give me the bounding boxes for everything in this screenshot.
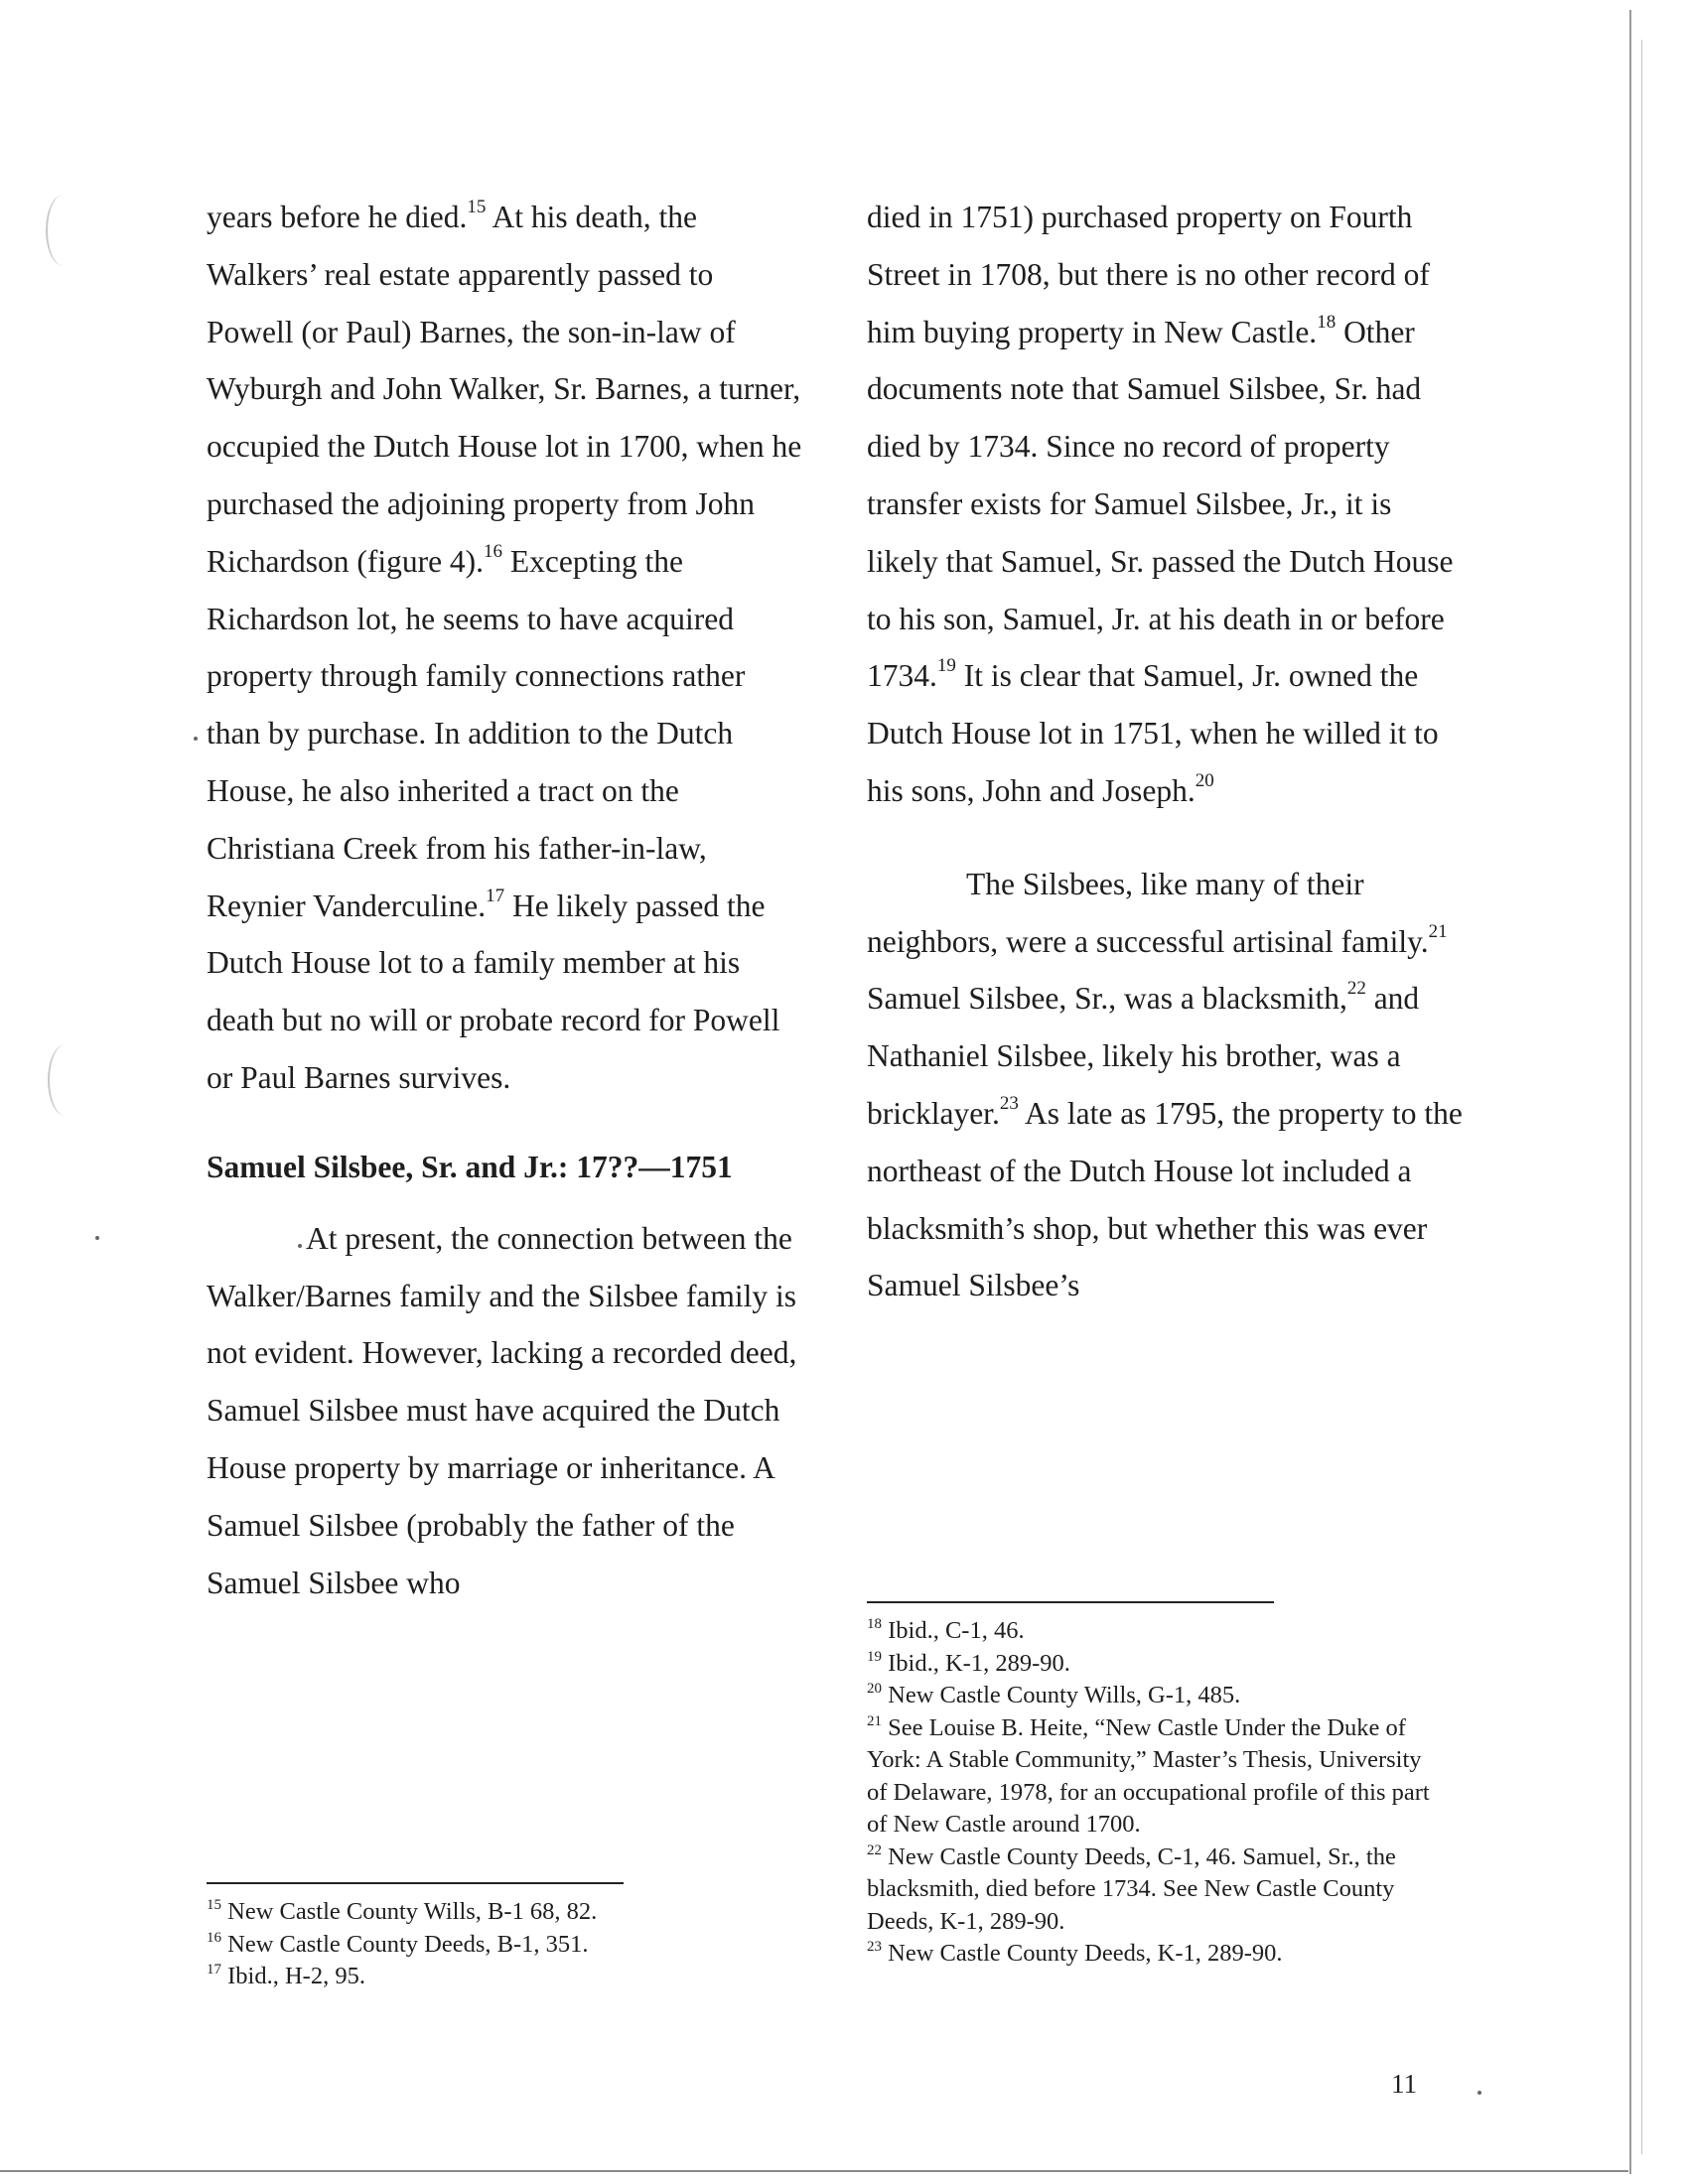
footnote-text: Ibid., C-1, 46. bbox=[888, 1617, 1025, 1644]
footnote-ref: 22 bbox=[1346, 978, 1366, 1000]
footnote-number: 21 bbox=[867, 1712, 882, 1729]
footnote-16 bbox=[207, 1929, 782, 1962]
footnote-text: Ibid., K-1, 289-90. bbox=[888, 1649, 1070, 1677]
paragraph-gap bbox=[867, 820, 1463, 856]
paragraph-barnes bbox=[207, 189, 802, 1107]
text-run: Samuel Silsbee, Sr., was a blacksmith, bbox=[867, 981, 1347, 1017]
page-number: 11 bbox=[1391, 2069, 1417, 2099]
footnote-18 bbox=[867, 1615, 1443, 1648]
scan-speck bbox=[298, 1244, 302, 1248]
footnote-ref: 23 bbox=[999, 1092, 1019, 1114]
text-run: The Silsbees, like many of their neighbors, were a successful artisinal family. bbox=[867, 866, 1429, 959]
scan-speck bbox=[95, 1236, 99, 1240]
right-column bbox=[867, 189, 1463, 1314]
text-run: It is clear that Samuel, Jr. owned the Dutch House lot in 1751, when he willed it to his sons, John and Joseph. bbox=[867, 658, 1439, 808]
footnote-22 bbox=[867, 1842, 1443, 1939]
footnote-number: 15 bbox=[207, 1897, 221, 1913]
footnote-number: 16 bbox=[207, 1929, 221, 1946]
footnote-number: 17 bbox=[207, 1962, 221, 1978]
footnote-number: 20 bbox=[867, 1681, 882, 1697]
scan-margin-mark bbox=[46, 195, 81, 266]
text-run: At his death, the Walkers’ real estate apparently passed to Powell (or Paul) Barnes, the son-in-law of Wyburgh and John Walker, Sr. Barnes, a turner, occupied the Dutch House lot in 1700, when he purchased the adjoining property from John Richardson (figure 4). bbox=[207, 200, 802, 579]
footnote-ref: 17 bbox=[486, 885, 505, 906]
text-run: and Nathaniel Silsbee, likely his brother, was a bricklayer. bbox=[867, 981, 1420, 1131]
footnote-23 bbox=[867, 1938, 1443, 1971]
footnote-17 bbox=[207, 1961, 782, 1993]
footnotes-left bbox=[207, 1882, 782, 1993]
text-run: As late as 1795, the property to the northeast of the Dutch House lot included a blacksmith’s shop, but whether this was ever Samuel Silsbee’s bbox=[867, 1095, 1463, 1303]
footnote-number: 22 bbox=[867, 1842, 882, 1858]
paragraph-silsbee-intro: At present, the connection between the Walker/Barnes family and the Silsbee family is not evident. However, lacking a recorded deed, Samuel Silsbee must have acquired the Dutch House property by marriage or inheritance. A Samuel Silsbee (probably the father of the Samuel Silsbee who bbox=[207, 1220, 797, 1600]
scan-edge-line bbox=[1629, 10, 1631, 2174]
footnote-rule bbox=[207, 1882, 624, 1884]
footnote-ref: 15 bbox=[467, 197, 487, 217]
footnote-ref: 21 bbox=[1428, 920, 1448, 942]
scan-bottom-edge bbox=[0, 2170, 1628, 2172]
footnote-text: Ibid., H-2, 95. bbox=[227, 1963, 365, 1989]
footnotes-right bbox=[867, 1601, 1443, 1971]
scan-speck bbox=[1477, 2091, 1481, 2095]
footnote-text: See Louise B. Heite, “New Castle Under the Duke of York: A Stable Community,” Master’s Thesis, University of Delaware, 1978, for an occupational profile of this part of New Castle around 1700. bbox=[867, 1713, 1430, 1838]
footnote-text: New Castle County Wills, G-1, 485. bbox=[888, 1682, 1241, 1708]
footnote-ref: 18 bbox=[1317, 311, 1336, 333]
footnote-15 bbox=[207, 1896, 782, 1929]
text-run: He likely passed the Dutch House lot to a family member at his death but no will or probate record for Powell or Paul Barnes survives. bbox=[207, 887, 780, 1095]
scan-speck bbox=[194, 737, 198, 741]
left-column bbox=[207, 189, 802, 1611]
footnote-rule bbox=[867, 1601, 1274, 1603]
footnote-ref: 19 bbox=[936, 655, 956, 677]
footnote-text: New Castle County Deeds, K-1, 289-90. bbox=[888, 1940, 1283, 1967]
section-heading: Samuel Silsbee, Sr. and Jr.: 17??—1751 bbox=[207, 1149, 733, 1184]
footnote-text: New Castle County Deeds, C-1, 46. Samuel, Sr., the blacksmith, died before 1734. See New Castle County Deeds, K-1, 289-90. bbox=[867, 1843, 1396, 1935]
footnote-ref: 16 bbox=[484, 540, 503, 562]
footnote-number: 18 bbox=[867, 1616, 882, 1632]
footnote-20 bbox=[867, 1680, 1443, 1712]
footnote-number: 23 bbox=[867, 1939, 882, 1955]
text-run: died in 1751) purchased property on Fourth Street in 1708, but there is no other record of him buying property in New Castle. bbox=[867, 200, 1430, 349]
footnote-19 bbox=[867, 1648, 1443, 1681]
text-run: Other documents note that Samuel Silsbee, Sr. had died by 1734. Since no record of property transfer exists for Samuel Silsbee, Jr., it is likely that Samuel, Sr. passed the Dutch House to his son, Samuel, Jr. at his death in or before 1734. bbox=[867, 314, 1454, 694]
footnote-21 bbox=[867, 1712, 1443, 1842]
scan-margin-mark bbox=[48, 1044, 83, 1116]
footnote-ref: 20 bbox=[1195, 769, 1214, 791]
paragraph-artisans bbox=[867, 856, 1463, 1314]
paragraph-silsbee-continued bbox=[867, 189, 1463, 820]
footnote-text: New Castle County Wills, B-1 68, 82. bbox=[227, 1898, 598, 1925]
text-run: Excepting the Richardson lot, he seems to have acquired property through family connections rather than by purchase. In addition to the Dutch House, he also inherited a tract on the Christiana Creek from his father-in-law, Reynier Vanderculine. bbox=[207, 543, 746, 923]
text-run: years before he died. bbox=[207, 200, 468, 234]
footnote-text: New Castle County Deeds, B-1, 351. bbox=[227, 1930, 589, 1958]
scan-edge-line bbox=[1641, 40, 1642, 2154]
footnote-number: 19 bbox=[867, 1648, 882, 1665]
